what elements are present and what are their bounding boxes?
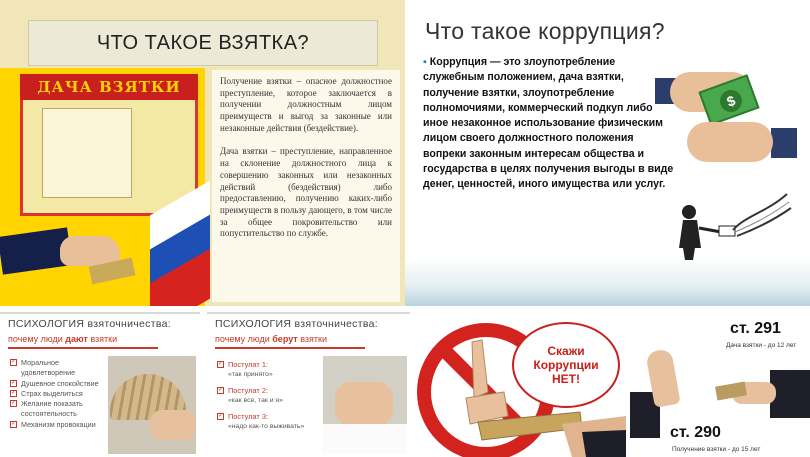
list-item: [10, 358, 105, 379]
slide-subtitle: [8, 334, 117, 344]
list-item-label: Страх выделиться: [21, 388, 83, 398]
subtitle-suffix: взятки: [297, 334, 327, 344]
psychology-give-slide: [0, 312, 200, 457]
postulate-label: [217, 360, 322, 370]
article-290-title: ст. 290: [670, 424, 721, 441]
slide-title: ЧТО ТАКОЕ ВЗЯТКА?: [96, 31, 310, 54]
subtitle-keyword: дают: [65, 334, 88, 344]
definition-text: Коррупция — это злоупотребление служебным положением, дача взятки, получение взятки, злоупотребление полномочиями, коммерческий подкуп либо иное незаконное использование физическим лицом своего должностного положения вопреки законным интересам общества и государства в целях получения выгоды в виде денег, ценностей, иного имущества или услуг.: [423, 56, 674, 191]
article-290-description: Получение взятки - до 15 лет: [672, 446, 761, 453]
list-item: [10, 389, 105, 399]
subtitle-keyword: берут: [272, 334, 298, 344]
corruption-definition: [423, 55, 678, 193]
list-item: [10, 379, 105, 389]
receiving-hand-image: [687, 122, 773, 162]
corruption-definition-slide: [405, 0, 810, 306]
bullet-icon: ▪: [423, 56, 427, 68]
postulate-label: [217, 386, 322, 396]
checkbox-icon: ✓: [11, 400, 17, 407]
bribe-giving-paragraph: Дача взятки – преступление, направленное на склонение должностного лица к совершению законных или незаконных действий (бездействия) либо предоставлению, получению каких-либо преимуществ в пользу дающего, в том числе за общее покровительство или попустительство по службе.: [220, 146, 392, 239]
checkbox-icon: ✓: [218, 413, 224, 419]
bribe-receiving-paragraph: Получение взятки – опасное должностное преступление, которое заключается в получении должностным лицом преимуществ и выгод за законные или незаконные действия (бездействие).: [220, 76, 392, 133]
list-item-label: Механизм провокации: [21, 419, 96, 429]
title-underline: [215, 347, 365, 349]
article-291-title: ст. 291: [730, 320, 781, 337]
speech-line-1: Скажи: [547, 344, 585, 358]
slide-title: ПСИХОЛОГИЯ взяточничества:: [8, 318, 171, 330]
bribe-definition-slide: [0, 0, 405, 306]
psychology-take-slide: [207, 312, 410, 457]
title-underline: [8, 347, 158, 349]
checkbox-icon: ✓: [11, 379, 17, 386]
poster-title: ДАЧА ВЗЯТКИ: [37, 78, 181, 96]
speech-line-3: НЕТ!: [552, 372, 580, 386]
definition-text-box: [212, 70, 400, 302]
slide-title: Что такое коррупция?: [425, 18, 665, 44]
checkbox-icon: ✓: [218, 361, 224, 367]
speech-bubble: [512, 322, 620, 408]
slide-title-bar: [28, 20, 378, 66]
list-item: [10, 399, 105, 420]
checkbox-icon: ✓: [218, 387, 224, 393]
list-item-label: Желание показать состоятельность: [21, 399, 83, 419]
postulate-quote: «надо как-то выживать»: [228, 423, 305, 430]
slide-title: ПСИХОЛОГИЯ взяточничества:: [215, 318, 378, 330]
bribe-sketch-illustration: [675, 186, 795, 266]
suit-sleeve-right: [771, 128, 797, 158]
subtitle-suffix: взятки: [87, 334, 118, 344]
checkbox-icon: ✓: [11, 420, 17, 427]
document-image: [42, 108, 132, 198]
subtitle-prefix: почему люди: [215, 334, 273, 344]
slide-subtitle: [215, 334, 327, 344]
reasons-list: [10, 358, 105, 430]
say-no-to-corruption-slide: [412, 312, 626, 457]
subtitle-prefix: почему люди: [8, 334, 66, 344]
list-item-label: Моральное удовлетворение: [21, 358, 76, 378]
list-item-label: Душевное спокойствие: [21, 378, 99, 388]
checkbox-icon: ✓: [11, 389, 17, 396]
postulate-quote: «так принято»: [228, 371, 273, 378]
postulate-label-text: Постулат 2:: [228, 386, 268, 395]
suit-sleeve-right: [770, 370, 810, 418]
postulate-quote: «как все, так и я»: [228, 397, 283, 404]
clasped-hands-image: [335, 382, 393, 426]
article-291-description: Дача взятки - до 12 лет: [726, 342, 797, 349]
poster-header: [20, 74, 198, 100]
postulate-label: [217, 412, 322, 422]
dollar-icon: $: [717, 87, 745, 115]
speech-line-2: Коррупции: [533, 358, 599, 372]
checkbox-icon: ✓: [11, 359, 17, 365]
postulate-label-text: Постулат 1:: [228, 360, 268, 369]
shirt-image: [323, 424, 407, 454]
postulates-list: [217, 360, 322, 438]
hand-image: [150, 410, 196, 440]
postulate-label-text: Постулат 3:: [228, 412, 268, 421]
list-item: [10, 420, 105, 430]
criminal-code-articles-slide: [630, 312, 810, 457]
